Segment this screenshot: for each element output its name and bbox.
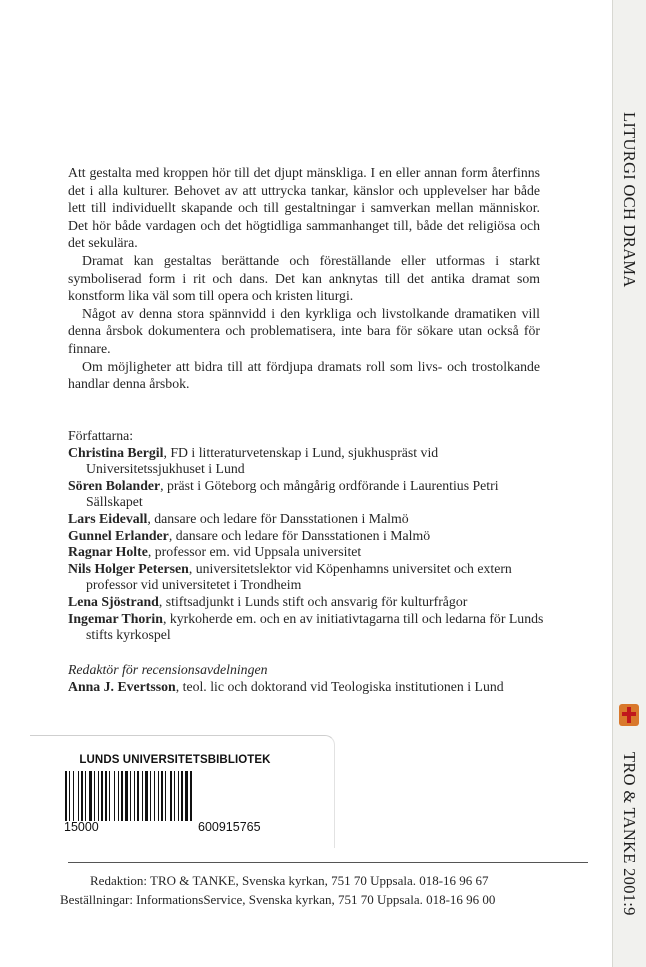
author-entry: [68, 528, 544, 545]
barcode-icon: [64, 771, 286, 821]
barcode-bar: [78, 771, 79, 821]
cross-horizontal: [622, 712, 636, 716]
author-desc: , FD i litteraturvetenskap i Lund, sjukhuspräst vid Universitetssjukhuset i Lund: [86, 444, 439, 477]
author-name: Nils Holger Petersen: [68, 560, 189, 576]
barcode-bar: [161, 771, 163, 821]
barcode-bar: [142, 771, 143, 821]
barcode-bar: [65, 771, 67, 821]
barcode-library-label: LUNDS UNIVERSITETSBIBLIOTEK: [79, 754, 271, 766]
author-name: Lena Sjöstrand: [68, 593, 159, 609]
barcode-bar: [170, 771, 172, 821]
barcode-bar: [137, 771, 139, 821]
barcode-bar: [165, 771, 166, 821]
intro-paragraph-4: Om möjligheter att bidra till att fördjupa dramats roll som livs- och trostolkande handlar denna årsbok.: [68, 358, 540, 392]
barcode-bar: [114, 771, 115, 821]
barcode-bar: [98, 771, 99, 821]
footer-divider: [68, 862, 588, 863]
barcode-bar: [150, 771, 151, 821]
author-desc: , professor em. vid Uppsala universitet: [147, 544, 362, 560]
author-entry: [68, 611, 544, 644]
author-name: Ragnar Holte: [68, 544, 148, 560]
author-name: Sören Bolander: [68, 477, 161, 493]
barcode-bar: [69, 771, 70, 821]
intro-text: [68, 164, 540, 393]
author-entry: [68, 544, 544, 561]
author-entry: [68, 445, 544, 478]
barcode-bar: [181, 771, 183, 821]
footer-contact: [60, 872, 600, 909]
barcode-bar: [154, 771, 155, 821]
author-name: Gunnel Erlander: [68, 527, 169, 543]
author-entry: [68, 561, 544, 594]
author-name: Lars Eidevall: [68, 510, 148, 526]
barcode-right-number: 600915765: [198, 820, 261, 834]
intro-paragraph-3: Något av denna stora spännvidd i den kyrkliga och livstolkande dramatiken vill denna årsbok dokumentera och problematisera, inte bara för sökare utan också för finnare.: [68, 305, 540, 356]
author-entry: [68, 511, 544, 528]
review-editor-heading: Redaktör för recensionsavdelningen: [68, 662, 268, 677]
author-desc: , stiftsadjunkt i Lunds stift och ansvarig för kulturfrågor: [158, 593, 468, 609]
barcode-bar: [178, 771, 179, 821]
barcode-bar: [174, 771, 175, 821]
barcode-bar: [130, 771, 131, 821]
spine-issue: TRO & TANKE 2001:9: [620, 752, 639, 916]
authors-heading: Författarna:: [68, 428, 134, 443]
barcode-bar: [145, 771, 148, 821]
footer-orders-line: Beställningar: InformationsService, Svenska kyrkan, 751 70 Uppsala. 018-16 96 00: [60, 891, 496, 907]
author-desc: , dansare och ledare för Dansstationen i Malmö: [168, 527, 431, 543]
author-desc: , universitetslektor vid Köpenhamns universitet och extern professor vid universitetet i Trondheim: [86, 560, 512, 593]
barcode-bar: [109, 771, 110, 821]
barcode-bar: [125, 771, 128, 821]
review-editor-entry: [68, 679, 544, 696]
footer-editorial-line: Redaktion: TRO & TANKE, Svenska kyrkan, 751 70 Uppsala. 018-16 96 67: [90, 873, 489, 888]
barcode-bar: [190, 771, 192, 821]
review-editor-desc: , teol. lic och doktorand vid Teologiska institutionen i Lund: [175, 678, 504, 694]
author-name: Ingemar Thorin: [68, 610, 163, 626]
author-desc: , dansare och ledare för Dansstationen i Malmö: [147, 510, 409, 526]
intro-paragraph-1: Att gestalta med kroppen hör till det djupt mänskliga. I en eller annan form återfinns det i alla kulturer. Behovet av att uttrycka tankar, känslor och upplevelser har både lett till individuellt skapande och till gestaltningar i samverkan mellan människor. Det hör både vardagen och det högtidliga sammanhanget till, både det religiösa och det sekulära.: [68, 165, 540, 251]
author-entry: [68, 594, 544, 611]
barcode-bar: [185, 771, 188, 821]
barcode-bar: [105, 771, 107, 821]
barcode-bar: [134, 771, 135, 821]
barcode-bar: [101, 771, 103, 821]
barcode-bar: [94, 771, 95, 821]
barcode-bar: [118, 771, 119, 821]
barcode-bar: [121, 771, 123, 821]
author-name: Christina Bergil: [68, 444, 164, 460]
church-cross-logo-icon: [619, 704, 639, 726]
barcode-bar: [73, 771, 74, 821]
review-editor-section: [68, 662, 544, 695]
barcode-left-number: 15000: [64, 820, 99, 834]
authors-section: [68, 428, 544, 644]
barcode-bar: [158, 771, 159, 821]
barcode-bar: [81, 771, 83, 821]
intro-paragraph-2: Dramat kan gestaltas berättande och föreställande eller utformas i starkt symboliserad form i rit och dans. Det kan anknytas till det antika dramat som konstform lika väl som till opera och kristen liturgi.: [68, 252, 540, 304]
barcode-bar: [85, 771, 86, 821]
review-editor-name: Anna J. Evertsson: [68, 678, 176, 694]
barcode-bar: [89, 771, 92, 821]
author-entry: [68, 478, 544, 511]
author-desc: , kyrkoherde em. och en av initiativtagarna till och ledarna för Lunds stifts kyrkospel: [86, 610, 544, 643]
author-desc: , präst i Göteborg och mångårig ordförande i Laurentius Petri Sällskapet: [86, 477, 499, 510]
spine-title: LITURGI OCH DRAMA: [620, 112, 639, 288]
